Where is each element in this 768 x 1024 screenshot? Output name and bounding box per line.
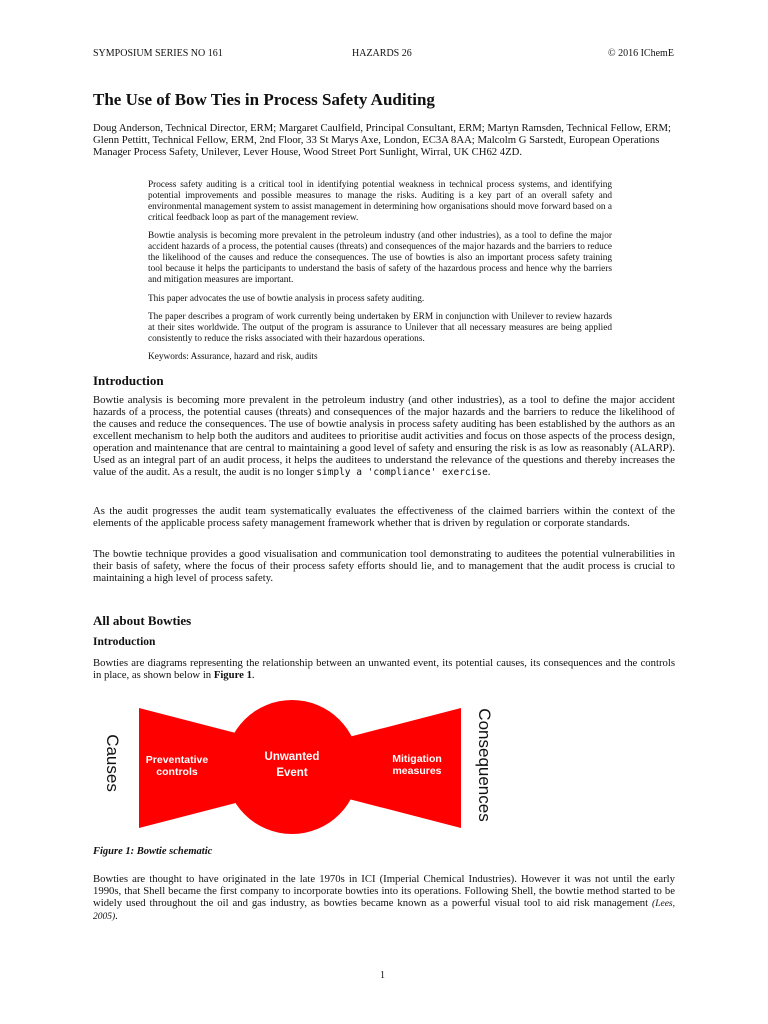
header-copyright: © 2016 IChemE — [608, 48, 674, 59]
abstract-p4: The paper describes a program of work currently being undertaken by ERM in conjunction with Unilever to review hazards at their sites worldwide. The output of the program is assurance to Unilever that all necessary measures are being applied consistently to reduce the risks associated with their hazardous operations. — [148, 312, 612, 344]
header-conference: HAZARDS 26 — [352, 48, 412, 59]
intro-p1 — [93, 394, 675, 479]
bowties-p1 — [93, 657, 675, 681]
unwanted-event-line1: Unwanted — [264, 751, 320, 763]
figure-reference: Figure 1 — [213, 669, 252, 681]
section-heading-bowties: All about Bowties — [93, 613, 192, 628]
citation-lees: (Lees, 2005) — [93, 899, 675, 922]
page-number: 1 — [380, 970, 385, 981]
figure-causes-label: Causes — [103, 734, 122, 792]
header-series: SYMPOSIUM SERIES NO 161 — [93, 48, 223, 59]
preventative-label-line2: controls — [156, 766, 198, 778]
bowties-p1-end: . — [251, 669, 255, 681]
intro-p2: As the audit progresses the audit team systematically evaluates the effectiveness of the claimed barriers within the context of the elements of the applicable process safety management framework whether that is driven by regulation or corporate standards. — [93, 505, 675, 529]
intro-p1-mono: simply a 'compliance' exercise — [316, 467, 488, 478]
unwanted-event-line2: Event — [276, 767, 308, 779]
bowtie-figure — [95, 700, 505, 836]
bowties-p2-end: . — [115, 910, 118, 922]
bowties-p2 — [93, 873, 675, 923]
mitigation-label-line1: Mitigation — [392, 753, 442, 765]
paper-title: The Use of Bow Ties in Process Safety Auditing — [93, 90, 435, 109]
figure-caption: Figure 1: Bowtie schematic — [93, 846, 213, 857]
abstract-p1: Process safety auditing is a critical tool in identifying potential weakness in technical process systems, and identifying potential improvements and possible measures to manage the risks. Auditing is a key part of an overall safety and environmental management system to assist management in determining how organisations should move forward based on a critical feedback loop as part of the management review. — [148, 180, 612, 223]
intro-p1-end: . — [487, 466, 491, 478]
intro-p1-text: Bowtie analysis is becoming more prevalent in the petroleum industry (and other industries), as a tool to define the major accident hazards of a process, the potential causes (threats) and consequences of the major hazards and the barriers to reduce the likelihood of the causes and reduce the consequences. The use of bowtie analysis in process safety auditing has been established by the authors as an excellent mechanism to help both the auditors and auditees to prioritise audit activities and focus on those aspects of the process design, operation and maintenance that are central to maintaining a good level of safety and ensuring the risk is as low as reasonably (ALARP). Used as an integral part of an audit process, it helps the auditees to understand the relevance of the questions and thereby increases the value of the audit. As a result, the audit is no longer — [93, 394, 675, 478]
keywords: Keywords: Assurance, hazard and risk, audits — [148, 352, 318, 362]
section-heading-introduction: Introduction — [93, 373, 164, 388]
bowties-p1-text: Bowties are diagrams representing the relationship between an unwanted event, its potential causes, its consequences and the controls in place, as shown below in — [93, 657, 675, 681]
authors: Doug Anderson, Technical Director, ERM; Margaret Caulfield, Principal Consultant, ERM; Martyn Ramsden, Technical Fellow, ERM; Glenn Pettitt, Technical Fellow, ERM, 2nd Floor, 33 St Marys Axe, London, EC3A 8AA; Malcolm G Sarstedt, European Operations Manager Process Safety, Unilever, Lever House, Wood Street Port Sunlight, Wirral, UK CH62 4ZD. — [93, 122, 671, 158]
subsection-heading-introduction: Introduction — [93, 636, 156, 648]
figure-consequences-label: Consequences — [475, 708, 494, 822]
intro-p3: The bowtie technique provides a good visualisation and communication tool demonstrating to auditees the potential vulnerabilities in their basis of safety, where the focus of their process safety efforts should lie, and to management that the audit process is crucial to maintaining a high level of process safety. — [93, 548, 675, 584]
abstract-p3: This paper advocates the use of bowtie analysis in process safety auditing. — [148, 294, 425, 304]
mitigation-label-line2: measures — [392, 765, 442, 777]
abstract-p2: Bowtie analysis is becoming more prevalent in the petroleum industry (and other industries), as a tool to define the major accident hazards of a process, the potential causes (threats) and consequences of the major hazards and the barriers to reduce the likelihood of the causes and reduce the consequences. The use of bowties is also an important process safety training tool because it helps the participants to understand the basis of safety of the hazardous process and hence why the barriers and mitigation measures are important. — [148, 231, 612, 285]
bowties-p2-text: Bowties are thought to have originated in the late 1970s in ICI (Imperial Chemical Industries). However it was not until the early 1990s, that Shell became the first company to incorporate bowties into its operations. Following Shell, the bowtie method started to be widely used throughout the oil and gas industry, as bowties became known as a powerful visual tool to aid risk management — [93, 873, 675, 909]
preventative-label-line1: Preventative — [145, 754, 209, 766]
